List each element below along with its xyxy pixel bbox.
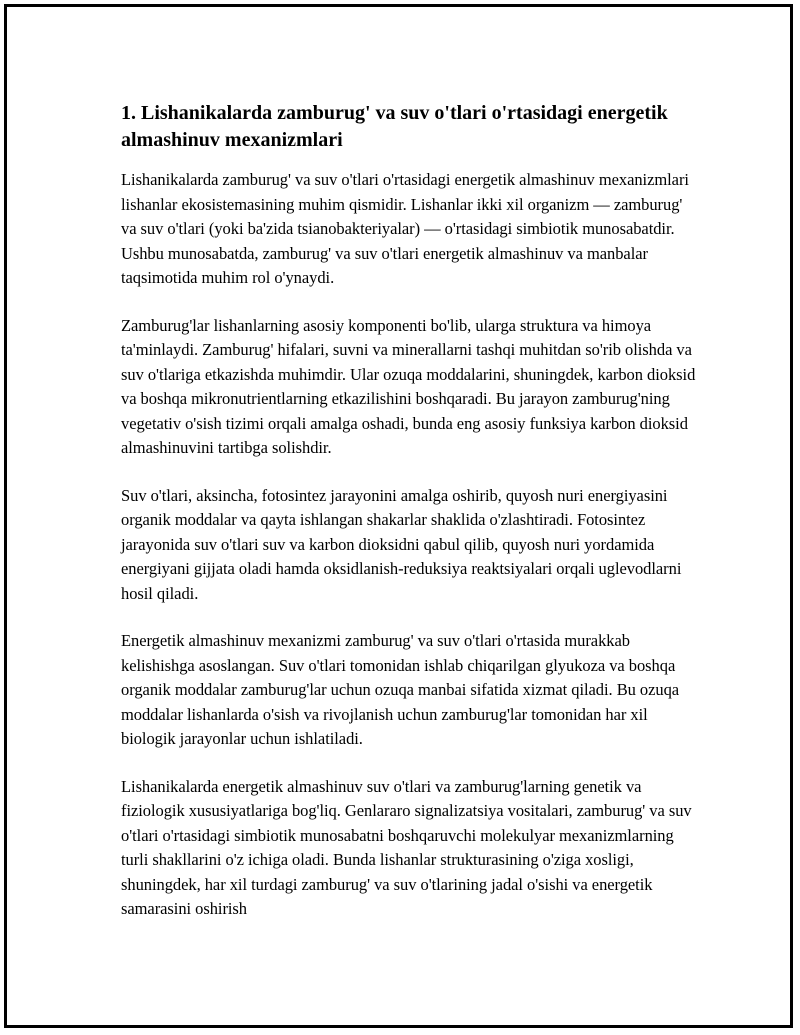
section-title: 1. Lishanikalarda zamburug' va suv o'tlari o'rtasidagi energetik almashinuv mexanizmlari bbox=[121, 102, 668, 151]
paragraph: Zamburug'lar lishanlarning asosiy komponenti bo'lib, ularga struktura va himoya ta'minlaydi. Zamburug' hifalari, suvni va minerallarni tashqi muhitdan so'rib olishda va suv o'tlariga etkazishda muhimdir. Ular ozuqa moddalarini, shuningdek, karbon dioksid va boshqa mikronutrientlarning etkazilishini boshqaradi. Bu jarayon zamburug'ning vegetativ o'sish tizimi orqali amalga oshadi, bunda eng asosiy funksiya karbon dioksid almashinuvini tartibga solishdir. bbox=[121, 315, 696, 457]
document-body bbox=[121, 100, 696, 922]
paragraph: Lishanikalarda zamburug' va suv o'tlari o'rtasidagi energetik almashinuv mexanizmlari lishanlar ekosistemasining muhim qismidir. Lishanlar ikki xil organizm — zamburug' va suv o'tlari (yoki ba'zida tsianobakteriyalar) — o'rtasidagi simbiotik munosabatdir. Ushbu munosabatda, zamburug' va suv o'tlari energetik almashinuv va manbalar taqsimotida muhim rol o'ynaydi. bbox=[121, 170, 689, 287]
paragraph: Suv o'tlari, aksincha, fotosintez jarayonini amalga oshirib, quyosh nuri energiyasini organik moddalar va qayta ishlangan shakarlar shaklida o'zlashtiradi. Fotosintez jarayonida suv o'tlari suv va karbon dioksidni qabul qilib, quyosh nuri yordamida energiyani gijjata oladi hamda oksidlanish-reduksiya reaktsiyalari orqali uglevodlarni hosil qiladi. bbox=[121, 485, 682, 603]
paragraph: Energetik almashinuv mexanizmi zamburug' va suv o'tlari o'rtasida murakkab kelishishga asoslangan. Suv o'tlari tomonidan ishlab chiqarilgan glyukoza va boshqa organik moddalar zamburug'lar uchun ozuqa manbai sifatida xizmat qiladi. Bu ozuqa moddalar lishanlarda o'sish va rivojlanish uchun zamburug'lar tomonidan har xil biologik jarayonlar uchun ishlatiladi. bbox=[121, 631, 680, 748]
paragraph: Lishanikalarda energetik almashinuv suv o'tlari va zamburug'larning genetik va fiziologik xususiyatlariga bog'liq. Genlararo signalizatsiya vositalari, zamburug' va suv o'tlari o'rtasidagi simbiotik munosabatni boshqaruvchi molekulyar mexanizmlarning turli shakllarini o'z ichiga oladi. Bunda lishanlar strukturasining o'ziga xosligi, shuningdek, har xil turdagi zamburug' va suv o'tlarining jadal o'sishi va energetik samarasini oshirish bbox=[121, 776, 692, 918]
page-frame bbox=[4, 4, 793, 1028]
